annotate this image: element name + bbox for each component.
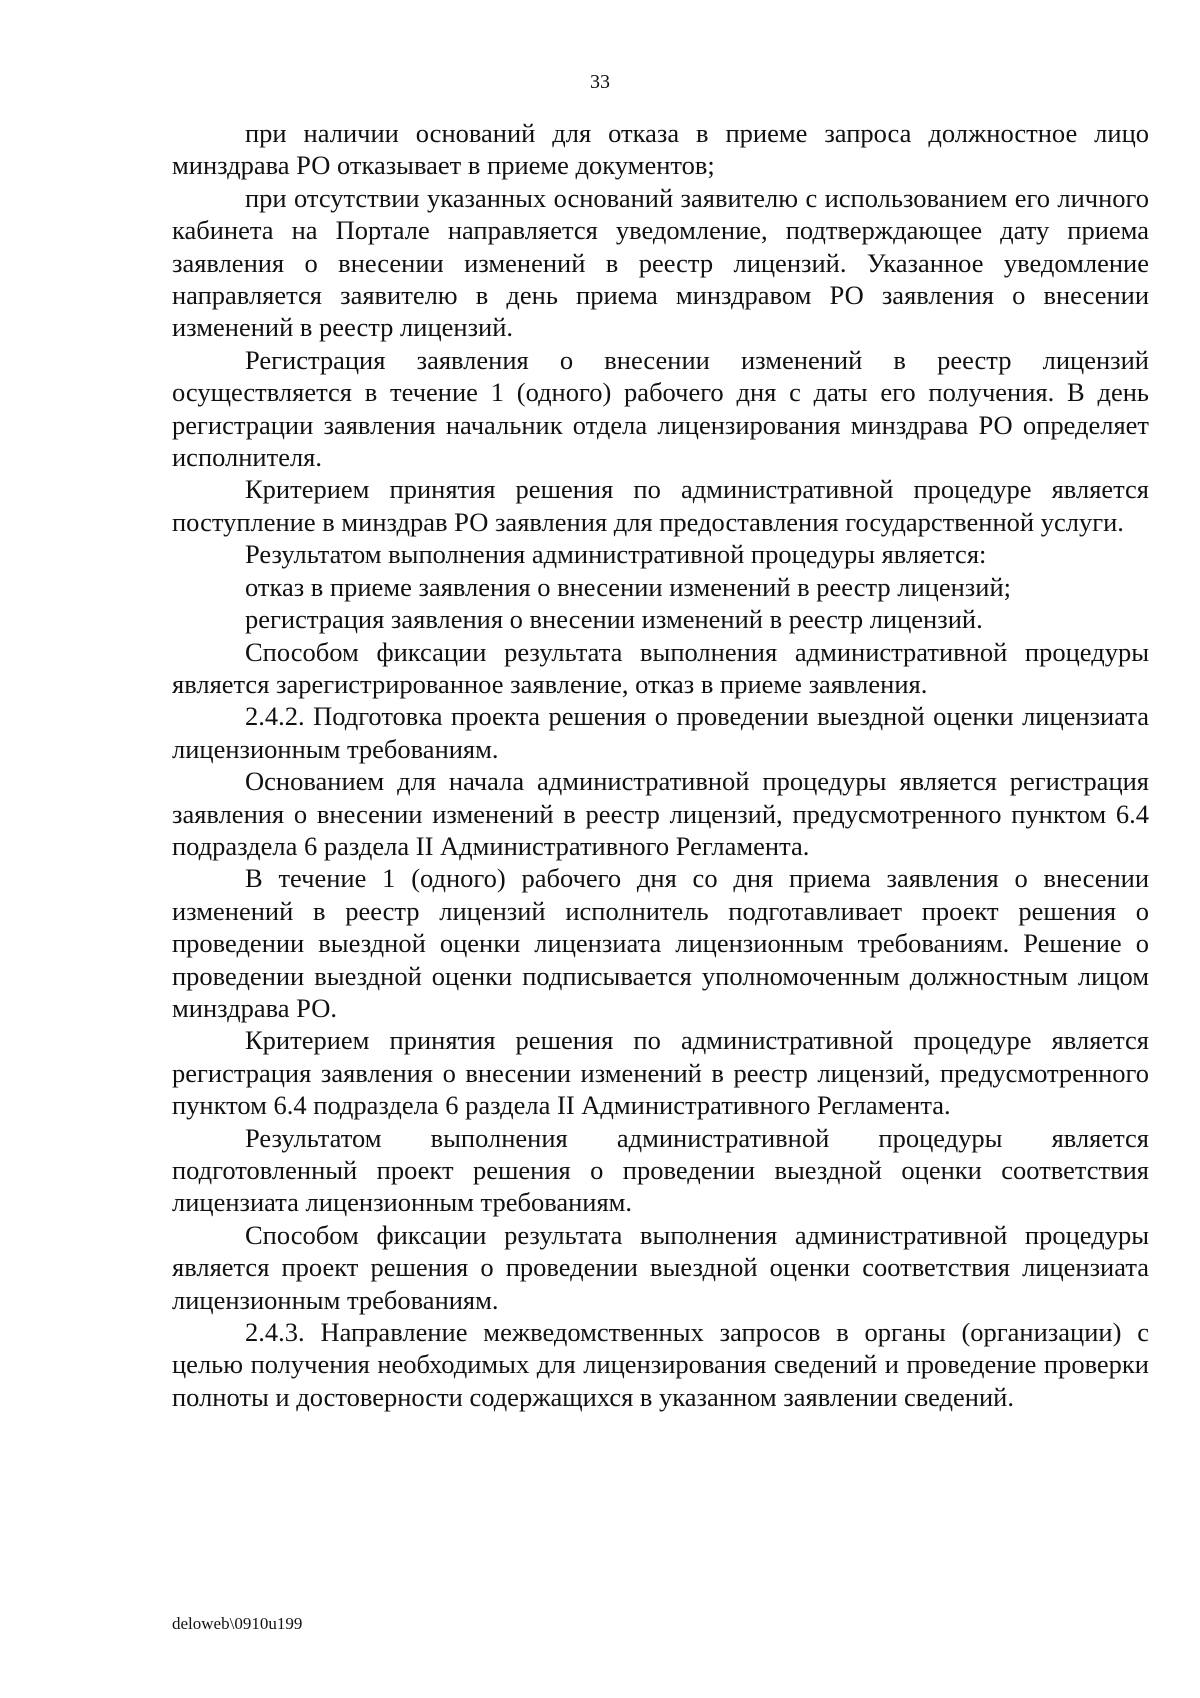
paragraph: Способом фиксации результата выполнения административной процедуры является проект решения о проведении выездной оценки соответствия лицензиата лицензионным требованиям. xyxy=(172,1219,1149,1315)
paragraph: Критерием принятия решения по административной процедуре является поступление в минздрав РО заявления для предоставления государственной услуги. xyxy=(172,474,1149,537)
paragraph: Результатом выполнения административной процедуры является: xyxy=(245,539,987,570)
paragraph: при отсутствии указанных оснований заявителю с использованием его личного кабинета на Портале направляется уведомление, подтверждающее дату приема заявления о внесении изменений в реестр лицензий. Указанное уведомление направляется заявителю в день приема минздравом РО заявления о внесении изменений в реестр лицензий. xyxy=(172,182,1149,343)
page-number: 33 xyxy=(590,71,610,93)
paragraph: В течение 1 (одного) рабочего дня со дня приема заявления о внесении изменений в реестр лицензий исполнитель подготавливает проект решения о проведении выездной оценки лицензиата лицензионным требованиям. Решение о проведении выездной оценки подписывается уполномоченным должностным лицом минздрава РО. xyxy=(172,863,1149,1023)
document-body xyxy=(172,117,1149,1413)
paragraph: Способом фиксации результата выполнения административной процедуры является зарегистрированное заявление, отказ в приеме заявления. xyxy=(172,636,1149,699)
section-heading-2-4-3: 2.4.3. Направление межведомственных запросов в органы (организации) с целью получения необходимых для лицензирования сведений и проведение проверки полноты и достоверности содержащихся в указанном заявлении сведений. xyxy=(172,1317,1149,1412)
paragraph: Регистрация заявления о внесении изменений в реестр лицензий осуществляется в течение 1 (одного) рабочего дня с даты его получения. В день регистрации заявления начальник отдела лицензирования минздрава РО определяет исполнителя. xyxy=(172,344,1149,473)
paragraph: Основанием для начала административной процедуры является регистрация заявления о внесении изменений в реестр лицензий, предусмотренного пунктом 6.4 подраздела 6 раздела II Административного Регламента. xyxy=(172,766,1149,861)
paragraph: Результатом выполнения административной процедуры является подготовленный проект решения о проведении выездной оценки соответствия лицензиата лицензионным требованиям. xyxy=(172,1122,1149,1218)
document-footer-code: deloweb\0910u199 xyxy=(172,1614,303,1633)
paragraph: при наличии оснований для отказа в приеме запроса должностное лицо минздрава РО отказывает в приеме документов; xyxy=(172,118,1149,181)
paragraph: Критерием принятия решения по административной процедуре является регистрация заявления о внесении изменений в реестр лицензий, предусмотренного пунктом 6.4 подраздела 6 раздела II Административного Регламента. xyxy=(172,1025,1149,1121)
section-heading-2-4-2: 2.4.2. Подготовка проекта решения о проведении выездной оценки лицензиата лицензионным требованиям. xyxy=(172,701,1149,764)
paragraph: регистрация заявления о внесении изменений в реестр лицензий. xyxy=(245,604,983,635)
paragraph: отказ в приеме заявления о внесении изменений в реестр лицензий; xyxy=(245,571,1011,602)
